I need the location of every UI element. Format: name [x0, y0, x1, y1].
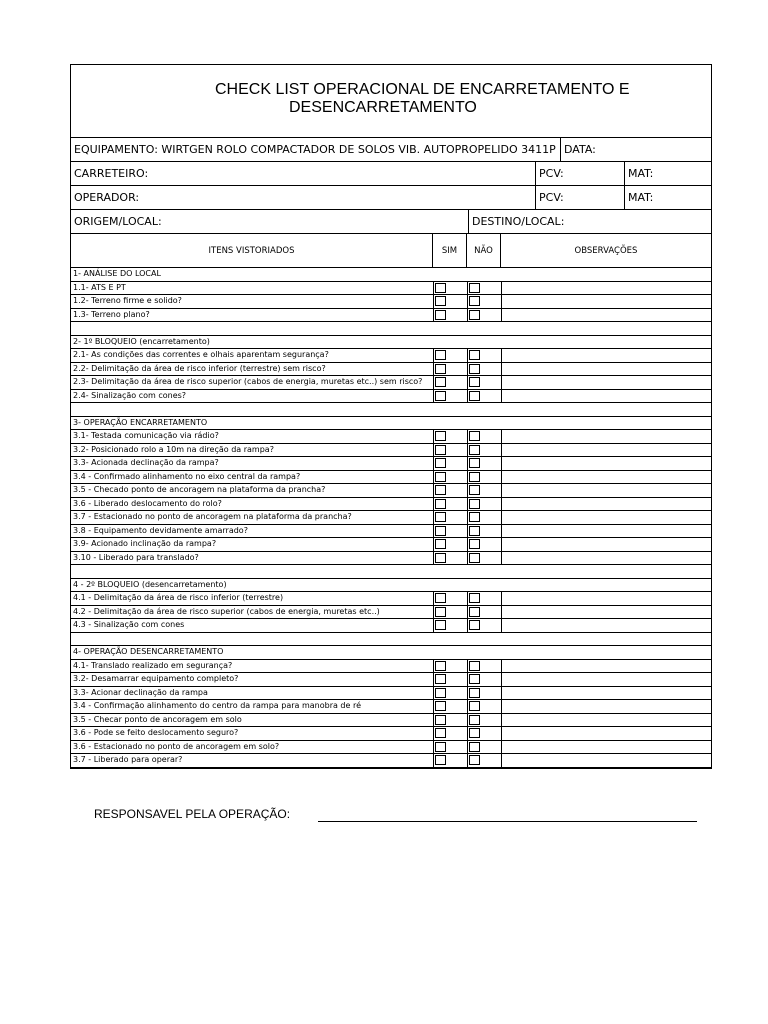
cell-sim	[433, 673, 467, 686]
observacoes-cell[interactable]	[501, 309, 711, 322]
item-label: 3.9- Acionado inclinação da rampa?	[73, 539, 217, 548]
item-label: 3.1- Testada comunicação via rádio?	[73, 431, 219, 440]
nao-checkbox[interactable]	[469, 445, 480, 455]
item-label: 3.7 - Estacionado no ponto de ancoragem na plataforma da prancha?	[73, 512, 352, 521]
table-header	[71, 234, 711, 268]
cell-nao	[467, 363, 501, 376]
cell-sim	[433, 754, 467, 767]
item-label: 4.1 - Delimitação da área de risco inferior (terrestre)	[73, 593, 284, 602]
checklist-item	[71, 457, 711, 471]
cell-nao	[467, 538, 501, 551]
checklist-item	[71, 727, 711, 741]
sim-checkbox[interactable]	[435, 688, 446, 698]
title-box	[71, 65, 711, 138]
sim-checkbox[interactable]	[435, 283, 446, 293]
cell-sim	[433, 349, 467, 362]
sim-checkbox[interactable]	[435, 458, 446, 468]
checklist-item	[71, 376, 711, 390]
checklist-item	[71, 538, 711, 552]
nao-checkbox[interactable]	[469, 728, 480, 738]
sim-checkbox[interactable]	[435, 715, 446, 725]
sim-checkbox[interactable]	[435, 472, 446, 482]
carreteiro-row	[71, 162, 711, 186]
checklist-item	[71, 660, 711, 674]
observacoes-cell[interactable]	[501, 754, 711, 767]
observacoes-cell[interactable]	[501, 606, 711, 619]
item-label: 1.1- ATS E PT	[73, 282, 126, 292]
section-title-text: 4 - 2º BLOQUEIO (desencarretamento)	[73, 579, 227, 589]
spacer-row	[71, 565, 711, 579]
nao-checkbox[interactable]	[469, 458, 480, 468]
section-title	[71, 579, 711, 593]
cell-sim	[433, 714, 467, 727]
cell-sim	[433, 660, 467, 673]
cell-sim	[433, 282, 467, 295]
nao-checkbox[interactable]	[469, 512, 480, 522]
destino-field[interactable]: DESTINO/LOCAL:	[472, 215, 565, 228]
checklist-item	[71, 525, 711, 539]
item-label: 3.3- Acionar declinação da rampa	[73, 687, 208, 697]
item-label: 3.2- Posicionado rolo a 10m na direção da rampa?	[73, 444, 274, 454]
observacoes-cell[interactable]	[501, 349, 711, 362]
pcv-field-1[interactable]: PCV:	[536, 162, 625, 185]
mat-field-2[interactable]: MAT:	[628, 191, 654, 204]
cell-nao	[467, 295, 501, 308]
spacer-row	[71, 322, 711, 336]
nao-checkbox[interactable]	[469, 296, 480, 306]
sim-checkbox[interactable]	[435, 485, 446, 495]
cell-nao	[467, 660, 501, 673]
cell-sim	[433, 687, 467, 700]
nao-checkbox[interactable]	[469, 607, 480, 617]
item-label: 3.10 - Liberado para translado?	[73, 552, 199, 562]
cell-nao	[467, 349, 501, 362]
observacoes-cell[interactable]	[501, 552, 711, 565]
sim-checkbox[interactable]	[435, 350, 446, 360]
nao-checkbox[interactable]	[469, 715, 480, 725]
cell-sim	[433, 592, 467, 605]
checklist-item	[71, 498, 711, 512]
sim-checkbox[interactable]	[435, 661, 446, 671]
cell-nao	[467, 309, 501, 322]
item-label: 2.4- Sinalização com cones?	[73, 390, 187, 400]
nao-checkbox[interactable]	[469, 283, 480, 293]
sim-checkbox[interactable]	[435, 512, 446, 522]
page-title-line2: DESENCARRETAMENTO	[289, 99, 477, 116]
cell-sim	[433, 484, 467, 497]
data-field[interactable]: DATA:	[564, 143, 596, 156]
cell-nao	[467, 511, 501, 524]
sim-checkbox[interactable]	[435, 607, 446, 617]
observacoes-cell[interactable]	[501, 471, 711, 484]
cell-sim	[433, 525, 467, 538]
cell-sim	[433, 498, 467, 511]
nao-checkbox[interactable]	[469, 553, 480, 563]
observacoes-cell[interactable]	[501, 390, 711, 403]
cell-sim	[433, 376, 467, 389]
observacoes-cell[interactable]	[501, 295, 711, 308]
cell-sim	[433, 430, 467, 443]
section-title-text: 1- ANÁLISE DO LOCAL	[73, 269, 161, 278]
col-observacoes: OBSERVAÇÕES	[574, 245, 638, 256]
nao-checkbox[interactable]	[469, 431, 480, 441]
item-label: 2.2- Delimitação da área de risco inferior (terrestre) sem risco?	[73, 363, 326, 373]
item-label: 3.6 - Pode se feito deslocamento seguro?	[73, 728, 239, 737]
item-label: 3.4 - Confirmação alinhamento do centro da rampa para manobra de ré	[73, 701, 362, 710]
section-title-text: 3- OPERAÇÃO ENCARRETAMENTO	[73, 417, 208, 427]
checklist-item	[71, 430, 711, 444]
item-label: 2.1- As condições das correntes e olhais aparentam segurança?	[73, 350, 329, 359]
checklist-item	[71, 673, 711, 687]
checklist-item	[71, 484, 711, 498]
cell-nao	[467, 727, 501, 740]
section-title	[71, 268, 711, 282]
observacoes-cell[interactable]	[501, 525, 711, 538]
nao-checkbox[interactable]	[469, 593, 480, 603]
sim-checkbox[interactable]	[435, 701, 446, 711]
checklist-item	[71, 349, 711, 363]
nao-checkbox[interactable]	[469, 742, 480, 752]
observacoes-cell[interactable]	[501, 511, 711, 524]
sim-checkbox[interactable]	[435, 391, 446, 401]
observacoes-cell[interactable]	[501, 498, 711, 511]
cell-nao	[467, 484, 501, 497]
item-label: 4.3 - Sinalização com cones	[73, 620, 185, 629]
cell-nao	[467, 673, 501, 686]
checklist-form	[70, 64, 712, 769]
equipamento-row	[71, 138, 711, 162]
cell-nao	[467, 390, 501, 403]
responsavel-label: RESPONSAVEL PELA OPERAÇÃO:	[94, 807, 291, 821]
section-title	[71, 646, 711, 660]
sim-checkbox[interactable]	[435, 377, 446, 387]
checklist-item	[71, 282, 711, 296]
sim-checkbox[interactable]	[435, 553, 446, 563]
section-title-text: 4- OPERAÇÃO DESENCARRETAMENTO	[73, 647, 224, 656]
sim-checkbox[interactable]	[435, 526, 446, 536]
cell-nao	[467, 606, 501, 619]
col-itens: ITENS VISTORIADOS	[71, 234, 433, 267]
observacoes-cell[interactable]	[501, 376, 711, 389]
item-label: 3.2- Desamarrar equipamento completo?	[73, 674, 239, 683]
observacoes-cell[interactable]	[501, 444, 711, 457]
nao-checkbox[interactable]	[469, 661, 480, 671]
observacoes-cell[interactable]	[501, 457, 711, 470]
cell-nao	[467, 687, 501, 700]
cell-nao	[467, 741, 501, 754]
cell-sim	[433, 457, 467, 470]
checklist-body	[71, 268, 711, 768]
sim-checkbox[interactable]	[435, 742, 446, 752]
cell-nao	[467, 430, 501, 443]
checklist-item	[71, 444, 711, 458]
col-sim: SIM	[433, 234, 467, 267]
item-label: 4.2 - Delimitação da área de risco superior (cabos de energia, muretas etc..)	[73, 606, 380, 616]
item-label: 4.1- Translado realizado em segurança?	[73, 660, 233, 670]
section-title-text: 2- 1º BLOQUEIO (encarretamento)	[73, 336, 210, 346]
checklist-item	[71, 741, 711, 755]
cell-nao	[467, 592, 501, 605]
page-title-line1: CHECK LIST OPERACIONAL DE ENCARRETAMENTO E	[215, 81, 630, 98]
observacoes-cell[interactable]	[501, 363, 711, 376]
origem-destino-row	[71, 210, 711, 234]
mat-field-1[interactable]: MAT:	[628, 167, 654, 180]
item-label: 3.7 - Liberado para operar?	[73, 755, 183, 764]
cell-nao	[467, 714, 501, 727]
observacoes-cell[interactable]	[501, 700, 711, 713]
observacoes-cell[interactable]	[501, 538, 711, 551]
cell-nao	[467, 457, 501, 470]
sim-checkbox[interactable]	[435, 296, 446, 306]
item-label: 2.3- Delimitação da área de risco superior (cabos de energia, muretas etc..) sem risco?	[73, 377, 423, 386]
nao-checkbox[interactable]	[469, 350, 480, 360]
cell-nao	[467, 525, 501, 538]
checklist-item	[71, 592, 711, 606]
nao-checkbox[interactable]	[469, 755, 480, 765]
sim-checkbox[interactable]	[435, 499, 446, 509]
item-label: 3.5 - Checado ponto de ancoragem na plataforma da prancha?	[73, 485, 326, 494]
nao-checkbox[interactable]	[469, 364, 480, 374]
sim-checkbox[interactable]	[435, 728, 446, 738]
nao-checkbox[interactable]	[469, 485, 480, 495]
cell-sim	[433, 700, 467, 713]
observacoes-cell[interactable]	[501, 592, 711, 605]
cell-sim	[433, 619, 467, 632]
cell-sim	[433, 309, 467, 322]
sim-checkbox[interactable]	[435, 310, 446, 320]
sim-checkbox[interactable]	[435, 620, 446, 630]
cell-nao	[467, 498, 501, 511]
item-label: 3.5 - Checar ponto de ancoragem em solo	[73, 714, 242, 724]
checklist-item	[71, 471, 711, 485]
checklist-item	[71, 309, 711, 323]
nao-checkbox[interactable]	[469, 674, 480, 684]
nao-checkbox[interactable]	[469, 526, 480, 536]
cell-nao	[467, 282, 501, 295]
cell-sim	[433, 727, 467, 740]
nao-checkbox[interactable]	[469, 499, 480, 509]
cell-sim	[433, 471, 467, 484]
sim-checkbox[interactable]	[435, 755, 446, 765]
section-title	[71, 336, 711, 350]
checklist-item	[71, 390, 711, 404]
cell-sim	[433, 511, 467, 524]
item-label: 3.8 - Equipamento devidamente amarrado?	[73, 525, 248, 535]
item-label: 3.3- Acionada declinação da rampa?	[73, 458, 219, 467]
nao-checkbox[interactable]	[469, 310, 480, 320]
checklist-item	[71, 552, 711, 566]
sim-checkbox[interactable]	[435, 445, 446, 455]
cell-nao	[467, 471, 501, 484]
checklist-item	[71, 295, 711, 309]
nao-checkbox[interactable]	[469, 539, 480, 549]
nao-checkbox[interactable]	[469, 701, 480, 711]
nao-checkbox[interactable]	[469, 620, 480, 630]
observacoes-cell[interactable]	[501, 430, 711, 443]
cell-nao	[467, 552, 501, 565]
operador-row	[71, 186, 711, 210]
section-title	[71, 417, 711, 431]
checklist-item	[71, 363, 711, 377]
cell-nao	[467, 444, 501, 457]
checklist-item	[71, 619, 711, 633]
cell-sim	[433, 444, 467, 457]
checklist-item	[71, 687, 711, 701]
nao-checkbox[interactable]	[469, 688, 480, 698]
cell-sim	[433, 538, 467, 551]
checklist-item	[71, 700, 711, 714]
observacoes-cell[interactable]	[501, 727, 711, 740]
observacoes-cell[interactable]	[501, 619, 711, 632]
cell-sim	[433, 363, 467, 376]
spacer-row	[71, 403, 711, 417]
col-nao: NÃO	[467, 234, 501, 267]
observacoes-cell[interactable]	[501, 714, 711, 727]
observacoes-cell[interactable]	[501, 660, 711, 673]
item-label: 3.6 - Liberado deslocamento do rolo?	[73, 498, 222, 508]
sim-checkbox[interactable]	[435, 593, 446, 603]
pcv-field-2[interactable]: PCV:	[536, 186, 625, 209]
cell-sim	[433, 606, 467, 619]
carreteiro-field[interactable]: CARRETEIRO:	[71, 162, 536, 185]
equipamento-label: EQUIPAMENTO: WIRTGEN ROLO COMPACTADOR DE SOLOS VIB. AUTOPROPELIDO 3411P	[71, 138, 561, 161]
sim-checkbox[interactable]	[435, 539, 446, 549]
spacer-row	[71, 633, 711, 647]
cell-nao	[467, 619, 501, 632]
cell-sim	[433, 552, 467, 565]
cell-sim	[433, 741, 467, 754]
item-label: 1.3- Terreno plano?	[73, 309, 150, 319]
observacoes-cell[interactable]	[501, 741, 711, 754]
item-label: 3.4 - Confirmado alinhamento no eixo central da rampa?	[73, 471, 301, 481]
cell-nao	[467, 754, 501, 767]
checklist-item	[71, 606, 711, 620]
origem-field[interactable]: ORIGEM/LOCAL:	[71, 210, 469, 233]
sim-checkbox[interactable]	[435, 364, 446, 374]
observacoes-cell[interactable]	[501, 687, 711, 700]
item-label: 3.6 - Estacionado no ponto de ancoragem em solo?	[73, 741, 280, 751]
cell-sim	[433, 390, 467, 403]
checklist-item	[71, 754, 711, 768]
observacoes-cell[interactable]	[501, 484, 711, 497]
nao-checkbox[interactable]	[469, 391, 480, 401]
checklist-item	[71, 714, 711, 728]
cell-nao	[467, 700, 501, 713]
nao-checkbox[interactable]	[469, 377, 480, 387]
observacoes-cell[interactable]	[501, 673, 711, 686]
checklist-item	[71, 511, 711, 525]
signature-line[interactable]	[318, 821, 697, 822]
sim-checkbox[interactable]	[435, 431, 446, 441]
cell-nao	[467, 376, 501, 389]
observacoes-cell[interactable]	[501, 282, 711, 295]
sim-checkbox[interactable]	[435, 674, 446, 684]
item-label: 1.2- Terreno firme e solido?	[73, 296, 182, 305]
cell-sim	[433, 295, 467, 308]
operador-field[interactable]: OPERADOR:	[71, 186, 536, 209]
nao-checkbox[interactable]	[469, 472, 480, 482]
